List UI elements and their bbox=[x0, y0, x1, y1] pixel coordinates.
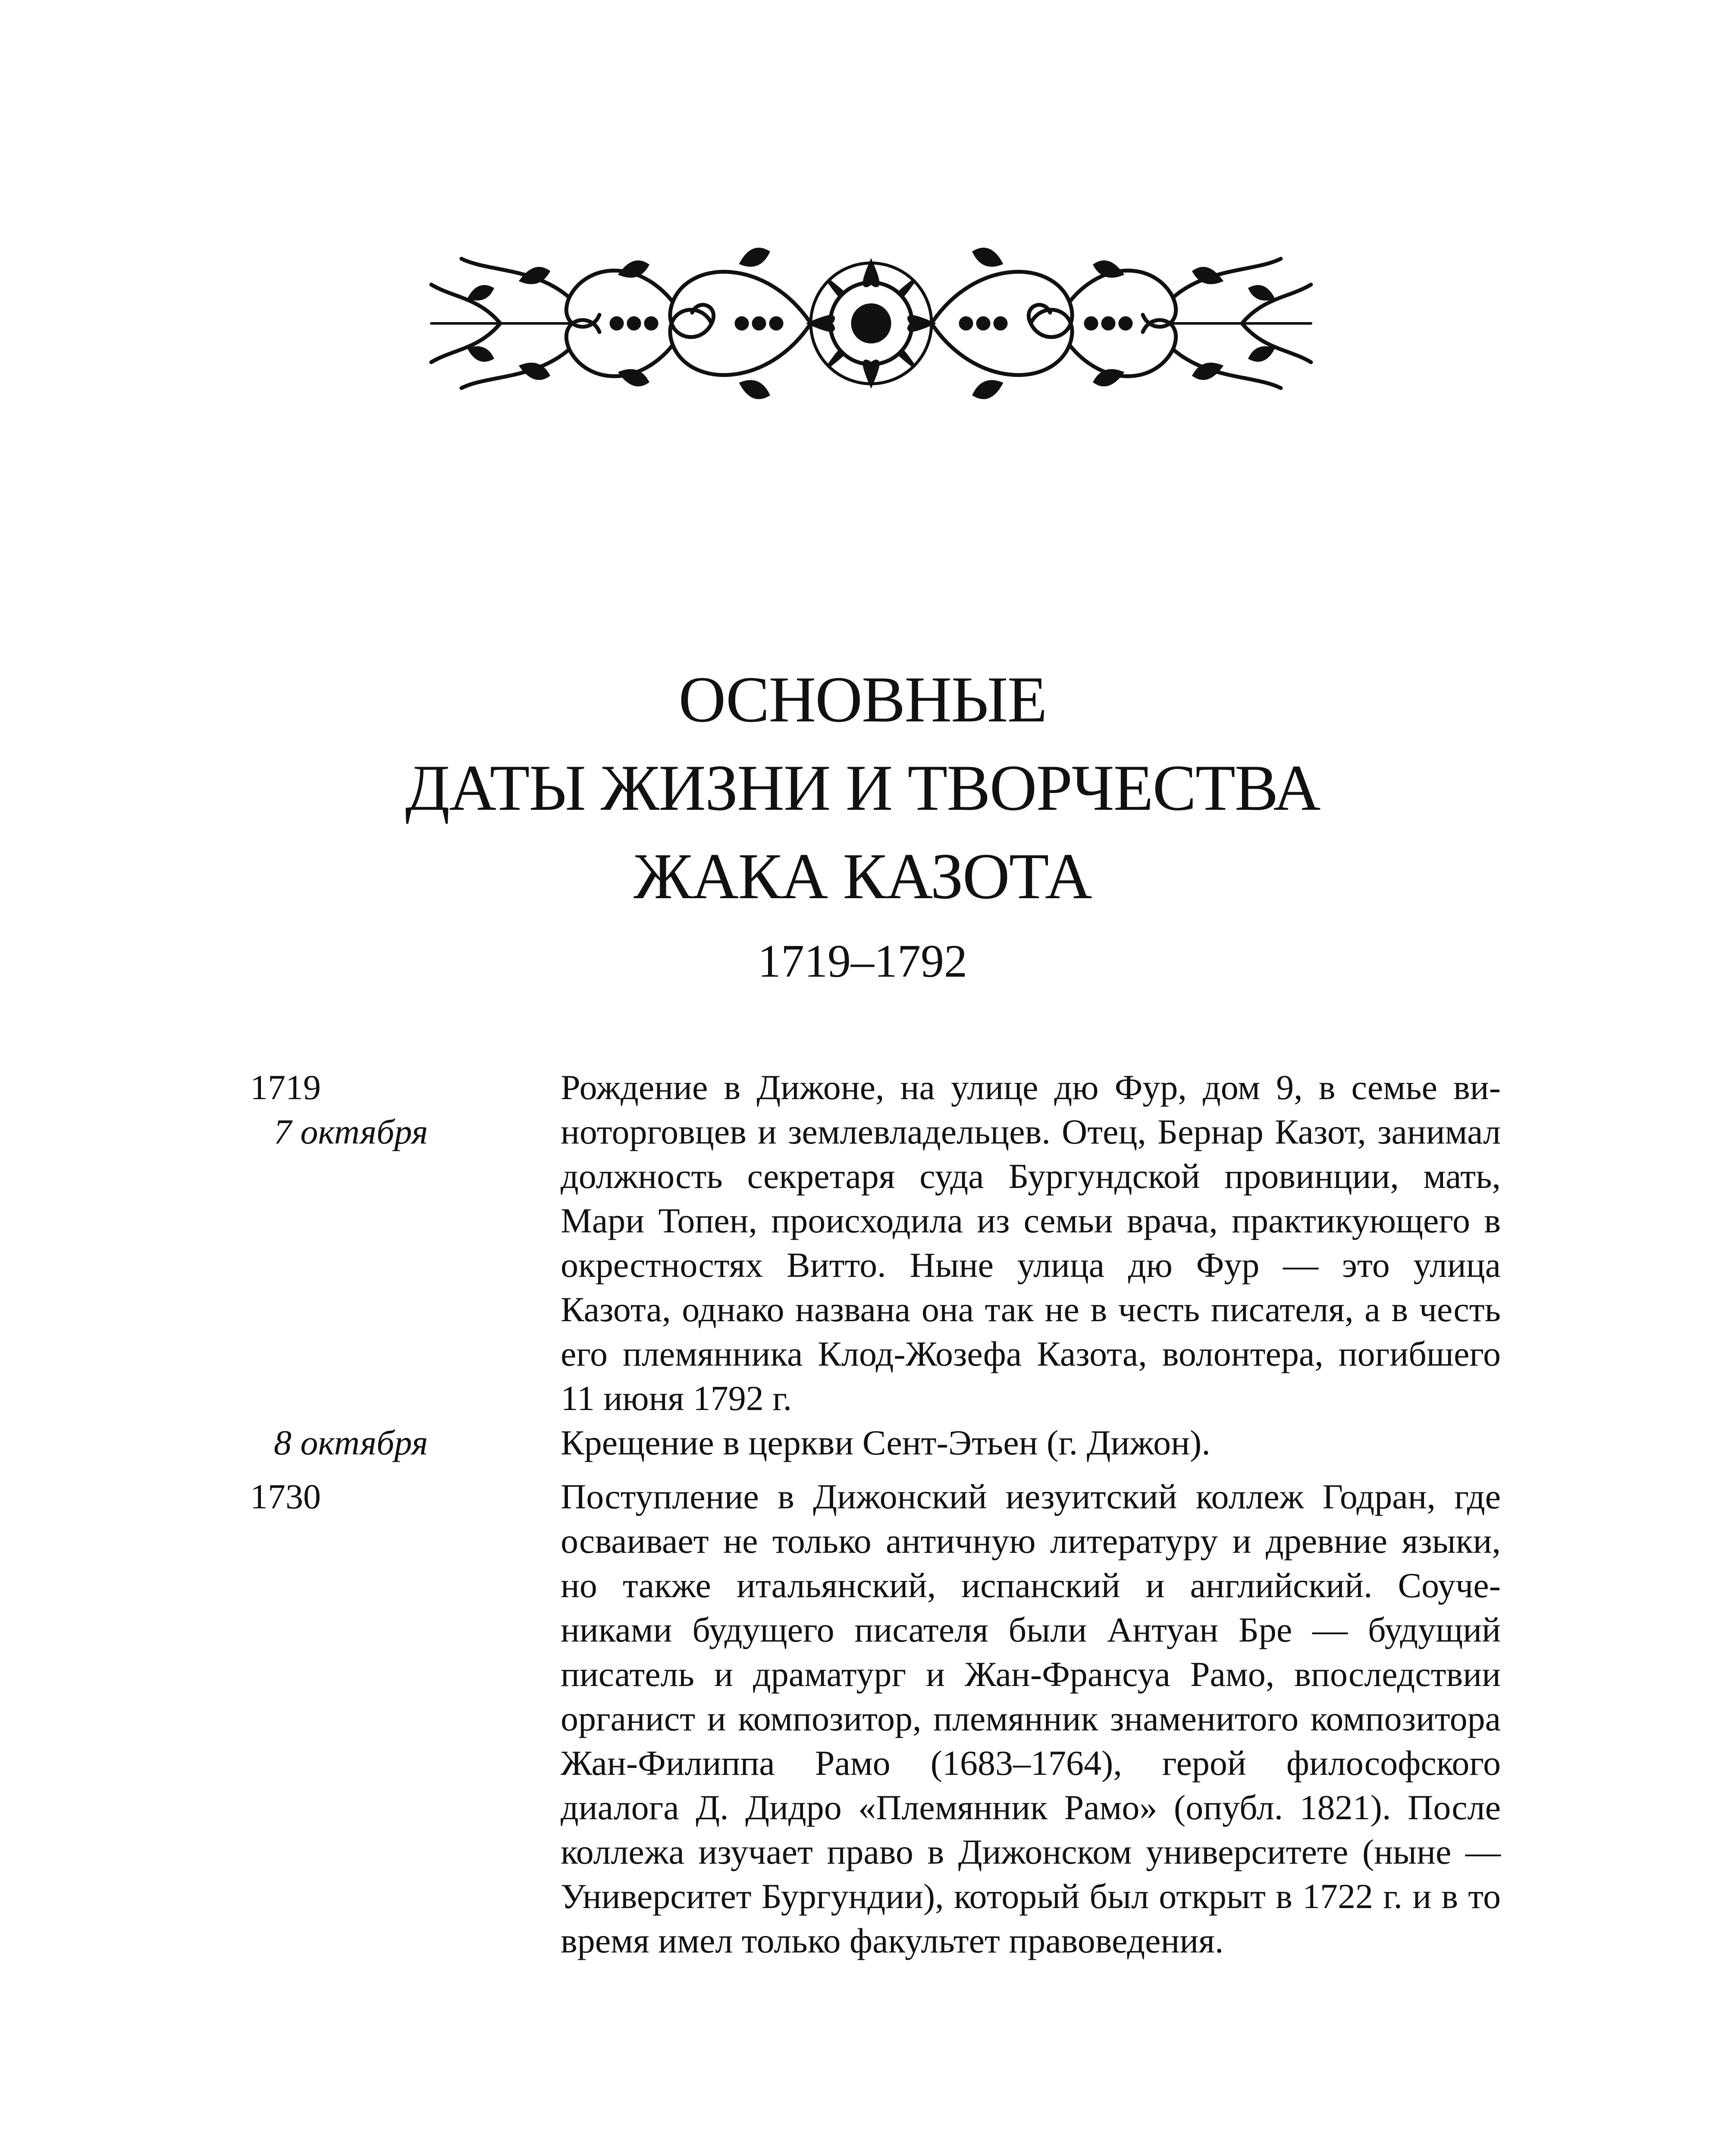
entry-date bbox=[250, 1065, 561, 1154]
entry-date bbox=[250, 1474, 561, 1519]
page-title bbox=[0, 655, 1725, 992]
entry-day: 8 октября bbox=[274, 1423, 428, 1462]
chronology-entry bbox=[250, 1474, 1501, 1963]
title-line-2: ДАТЫ ЖИЗНИ И ТВОРЧЕСТВА bbox=[405, 752, 1320, 824]
entry-year: 1730 bbox=[250, 1477, 321, 1516]
chronology-entry bbox=[250, 1065, 1501, 1420]
title-line-3: ЖАКА КАЗОТА bbox=[634, 840, 1091, 912]
floral-headpiece-icon bbox=[414, 233, 1328, 414]
chronology-list bbox=[250, 1065, 1501, 1963]
chronology-entry bbox=[250, 1420, 1501, 1465]
entry-text: Рождение в Дижоне, на улице дю Фур, дом 9, в семье виноторговцев и землевладельцев. Отец, Бернар Казот, занимал должность секретаря суда Бургундской провинции, мать, Мари Топен, происходила из семьи врача, практикующего в окрестностях Витто. Ныне улица дю Фур — это улица Казота, однако названа она так не в честь писателя, а в честь его племянника Клод-Жозефа Казота, волонтера, погибшего 11 июня 1792 г. bbox=[561, 1068, 1501, 1418]
title-line-1: ОСНОВНЫЕ bbox=[678, 663, 1047, 736]
entry-text: Крещение в церкви Сент-Этьен (г. Дижон). bbox=[561, 1423, 1211, 1462]
title-years: 1719–1792 bbox=[758, 936, 967, 987]
entry-year: 1719 bbox=[250, 1068, 321, 1107]
entry-day: 7 октября bbox=[274, 1112, 428, 1151]
entry-text: Поступление в Дижонский иезуитский коллеж Годран, где осваивает не только античную литературу и древние языки, но также итальянский, испанский и английский. Соучениками будущего писателя были Антуан Бре — будущий писатель и драматург и Жан-Франсуа Рамо, впоследствии органист и композитор, племянник знаменитого композитора Жан-Филиппа Рамо (1683–1764), герой философского диалога Д. Дидро «Племянник Рамо» (опубл. 1821). После коллежа изучает право в Дижонском университете (ныне — Университет Бургундии), который был открыт в 1722 г. и в то время имел только факультет правоведения. bbox=[561, 1477, 1501, 1960]
entry-date bbox=[250, 1420, 561, 1465]
